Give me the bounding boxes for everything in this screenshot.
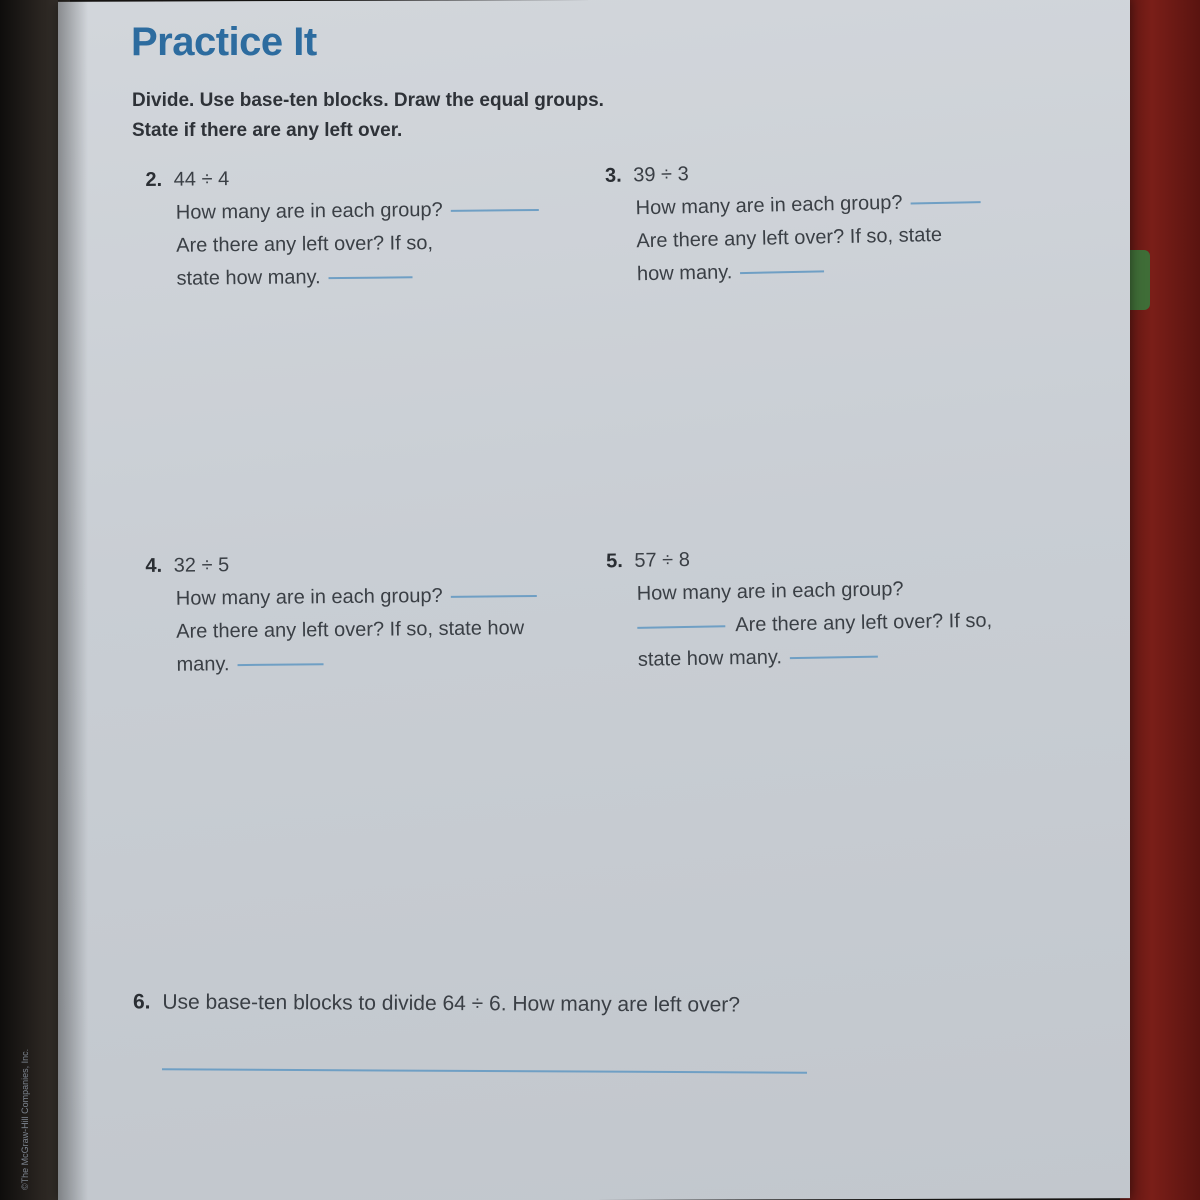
problem-number: 2. xyxy=(145,168,163,192)
problem-number: 6. xyxy=(132,990,151,1014)
instructions xyxy=(132,86,604,146)
leftover-question: Are there any left over? If so, xyxy=(176,232,434,257)
problem-number: 3. xyxy=(604,164,622,187)
problem-line xyxy=(637,605,992,644)
instruction-line: State if there are any left over. xyxy=(132,120,403,141)
question-text: Use base-ten blocks to divide 64 ÷ 6. How many are left over? xyxy=(162,990,741,1017)
problem-line xyxy=(176,579,537,616)
leftover-prompt: state how many. xyxy=(637,646,783,671)
leftover-prompt: how many. xyxy=(636,261,733,286)
leftover-question: Are there any left over? If so, state xyxy=(636,223,943,253)
problem-line xyxy=(176,193,539,230)
problem-line xyxy=(638,638,993,677)
problem-heading xyxy=(145,546,536,583)
group-question: How many are in each group? xyxy=(175,584,443,610)
answer-blank[interactable] xyxy=(451,595,537,598)
problem-expression: 44 ÷ 4 xyxy=(173,168,230,191)
problem-expression: 32 ÷ 5 xyxy=(173,554,230,577)
group-question: How many are in each group? xyxy=(636,578,904,605)
answer-blank[interactable] xyxy=(238,663,324,666)
instruction-line: Divide. Use base-ten blocks. Draw the equal groups. xyxy=(132,90,604,111)
problem-line xyxy=(176,645,537,682)
answer-blank[interactable] xyxy=(451,209,539,212)
red-binder-background xyxy=(1120,0,1200,1200)
question-6 xyxy=(133,985,740,1021)
problem-2 xyxy=(145,160,539,296)
problem-line xyxy=(176,259,539,296)
group-question: How many are in each group? xyxy=(635,191,903,220)
problem-4 xyxy=(145,546,537,682)
answer-blank[interactable] xyxy=(329,276,413,279)
problem-number: 5. xyxy=(605,550,624,573)
problem-expression: 39 ÷ 3 xyxy=(633,163,689,187)
problem-3 xyxy=(605,152,983,292)
problem-number: 4. xyxy=(145,554,163,578)
problem-expression: 57 ÷ 8 xyxy=(634,548,691,572)
problem-line xyxy=(133,985,740,1021)
answer-blank[interactable] xyxy=(740,270,824,274)
leftover-prompt: many. xyxy=(176,653,230,676)
group-question: How many are in each group? xyxy=(175,198,443,224)
answer-blank[interactable] xyxy=(637,625,725,629)
problem-5 xyxy=(606,539,993,678)
answer-blank[interactable] xyxy=(910,201,980,204)
answer-blank[interactable] xyxy=(790,655,878,659)
copyright-notice: ©The McGraw-Hill Companies, Inc. xyxy=(20,1048,30,1190)
leftover-question: Are there any left over? If so, xyxy=(735,609,993,637)
leftover-prompt: state how many. xyxy=(176,266,321,290)
page-shadow xyxy=(58,0,88,1200)
leftover-question: Are there any left over? If so, state how xyxy=(176,617,525,643)
problem-heading xyxy=(145,160,538,197)
page-title: Practice It xyxy=(131,20,317,64)
